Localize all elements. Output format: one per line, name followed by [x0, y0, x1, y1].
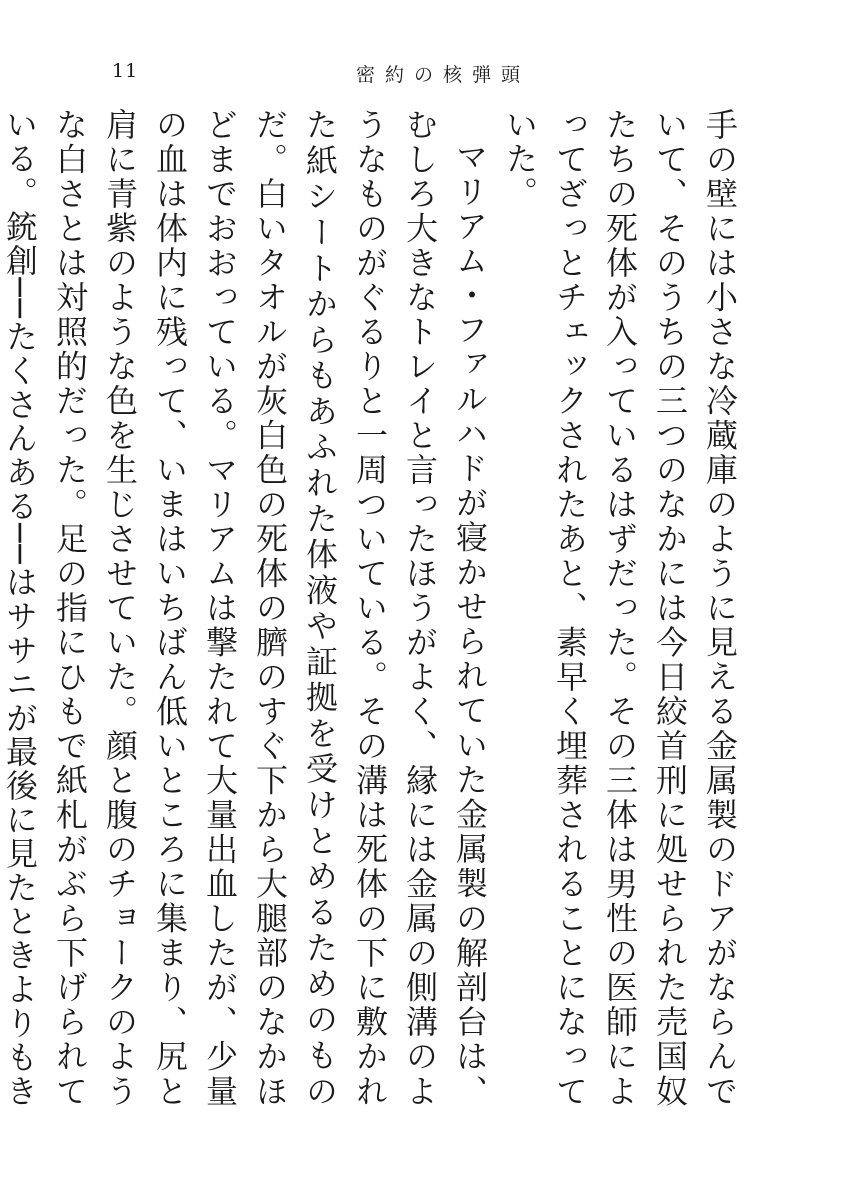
running-title: 密約の核弾頭 — [356, 64, 531, 86]
page-number: 11 — [112, 60, 139, 82]
body-text — [1, 108, 745, 1108]
paragraph: マリアム・ファルハドが寝かせられていた金属製の解剖台は、むしろ大きなトレイと言ったほうがよく、縁には金属の側溝のようなものがぐるりと一周ついている。その溝は死体の下に敷かれた紙シートからもあふれた体液や証拠を受けとめるためのものだ。白いタオルが灰白色の死体の臍のすぐ下から大腿部のなかほどまでおおっている。マリアムは撃たれて大量出血したが、少量の血は体内に残って、いまはいちばん低いところに集まり、尻と肩に青紫のような色を生じさせていた。顔と腹のチョークのような白さとは対照的だった。足の指にひもで紙札がぶら下げられている。銃創──たくさんある──はササニが最後に見たときよりもき — [1, 108, 489, 1108]
paragraph-continued: 手の壁には小さな冷蔵庫のように見える金属製のドアがならんでいて、そのうちの三つのなかには今日絞首刑に処せられた売国奴たちの死体が入っているはずだった。その三体は男性の医師によってざっとチェックされたあと、素早く埋葬されることになっていた。 — [501, 108, 739, 1108]
